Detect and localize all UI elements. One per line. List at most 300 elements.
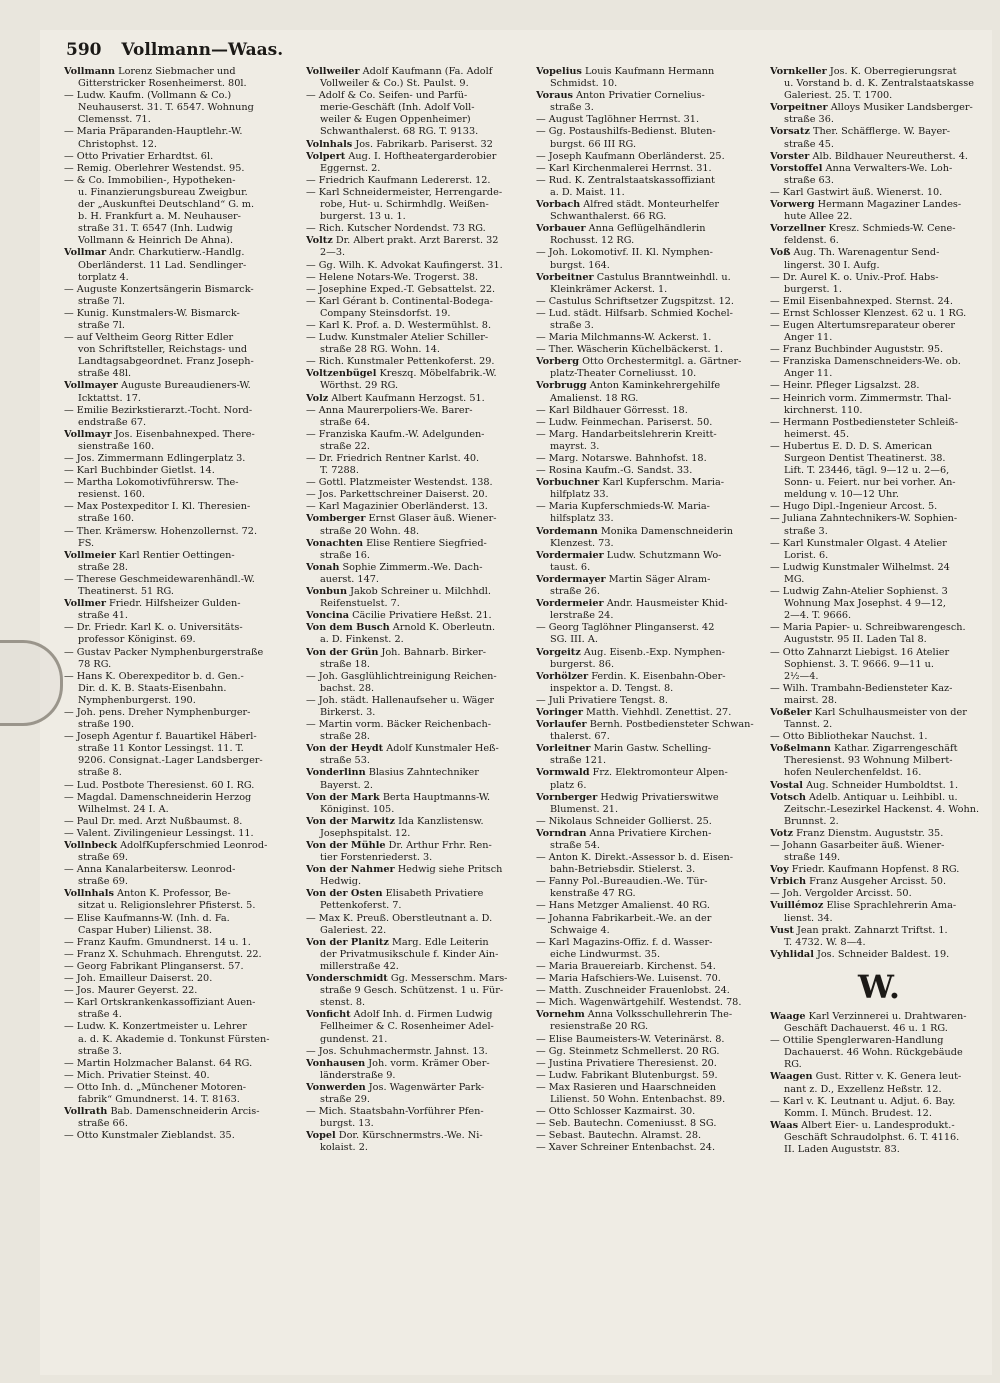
entry-text: Adolf Kunstmaler Heß- xyxy=(383,743,499,755)
entry-text: Kleinkrämer Ackerst. 1. xyxy=(550,283,668,295)
directory-entry-sub xyxy=(306,405,524,417)
surname: Volpert xyxy=(306,150,346,162)
directory-entry-continuation xyxy=(770,405,988,417)
directory-entry-sub xyxy=(306,671,524,683)
entry-text: Adelb. Antiquar u. Leihbibl. u. xyxy=(805,791,958,803)
entry-text: feldenst. 6. xyxy=(784,235,839,247)
directory-entry-head xyxy=(306,538,524,550)
entry-text: — Georg Fabrikant Plinganserst. 57. xyxy=(64,960,244,972)
entry-text: torplatz 4. xyxy=(78,271,129,283)
entry-text: der „Auskunftei Deutschland“ G. m. xyxy=(78,199,255,211)
entry-text: Birkerst. 3. xyxy=(320,706,376,718)
entry-text: — Justina Privatiere Theresienst. 20. xyxy=(536,1057,717,1069)
directory-entry-sub xyxy=(64,1021,286,1033)
directory-entry-continuation xyxy=(536,1094,758,1106)
entry-text: AdolfKupferschmied Leonrod- xyxy=(117,840,268,851)
directory-entry-sub xyxy=(306,913,524,925)
directory-entry-head xyxy=(536,90,758,102)
directory-entry-sub xyxy=(770,441,988,453)
directory-entry-continuation xyxy=(64,296,286,308)
directory-entry-head xyxy=(770,163,988,175)
directory-entry-continuation xyxy=(64,1118,286,1130)
directory-entry-sub xyxy=(536,151,758,163)
entry-text: — Xaver Schreiner Entenbachst. 24. xyxy=(536,1142,716,1154)
entry-text: — Georg Taglöhner Plinganserst. 42 xyxy=(536,622,715,634)
surname: Votz xyxy=(770,827,794,839)
directory-entry-continuation xyxy=(536,780,758,792)
directory-entry-head xyxy=(536,477,758,489)
entry-text: straße 28. xyxy=(320,731,370,743)
directory-entry-head xyxy=(306,393,524,405)
directory-entry-continuation xyxy=(64,852,286,864)
directory-entry-continuation xyxy=(306,1021,524,1033)
entry-text: burgerst. 13 u. 1. xyxy=(320,211,406,223)
directory-entry-continuation xyxy=(306,925,524,937)
surname: Vopelius xyxy=(536,66,582,77)
entry-text: u. Finanzierungsbureau Zweigbur. xyxy=(78,186,248,198)
entry-text: Karl Verzinnerei u. Drahtwaren- xyxy=(805,1010,967,1022)
directory-entry-sub xyxy=(64,973,286,985)
surname: Vollnbeck xyxy=(64,840,118,851)
directory-entry-sub xyxy=(536,937,758,949)
surname: Vorbrugg xyxy=(536,380,587,392)
surname: Votsch xyxy=(770,791,806,803)
directory-entry-continuation xyxy=(770,465,988,477)
directory-entry-head xyxy=(64,380,286,392)
entry-text: — Elise Kaufmanns-W. (Inh. d. Fa. xyxy=(64,912,230,924)
entry-text: 2—3. xyxy=(320,247,346,259)
directory-entry-head xyxy=(770,792,988,804)
page-header xyxy=(66,40,283,64)
entry-text: Gitterstricker Rosenheimerst. 80l. xyxy=(78,78,247,90)
directory-entry-continuation xyxy=(536,538,758,550)
directory-entry-continuation xyxy=(770,332,988,344)
entry-text: — Martha Lokomotivführersw. The- xyxy=(64,477,239,489)
directory-entry-sub xyxy=(536,961,758,973)
directory-entry-head xyxy=(770,66,988,78)
entry-text: meldung v. 10—12 Uhr. xyxy=(784,489,899,501)
directory-entry-sub xyxy=(536,247,758,259)
entry-text: Anton Kaminkehrergehilfe xyxy=(586,380,721,392)
surname: Voraus xyxy=(536,90,573,102)
directory-entry-continuation xyxy=(536,586,758,598)
entry-text: Pettenkoferst. 7. xyxy=(320,900,402,912)
entry-text: — Karl Schneidermeister, Herrengarde- xyxy=(306,186,503,198)
directory-entry-sub xyxy=(536,622,758,634)
entry-text: SG. III. A. xyxy=(550,634,598,646)
directory-entry-sub xyxy=(770,1096,988,1108)
entry-text: Castulus Branntweinhdl. u. xyxy=(593,271,731,283)
surname: Vorndran xyxy=(536,827,587,839)
surname: Vonhausen xyxy=(306,1057,366,1069)
entry-text: Clemensst. 71. xyxy=(78,114,151,126)
entry-text: Reifenstuelst. 7. xyxy=(320,598,400,610)
entry-text: Franz Dienstm. Auguststr. 35. xyxy=(793,827,944,839)
directory-entry-continuation xyxy=(306,247,524,259)
entry-text: Aug. Eisenb.-Exp. Nymphen- xyxy=(580,646,725,658)
entry-text: Schmidst. 10. xyxy=(550,78,618,90)
directory-entry-sub xyxy=(536,985,758,997)
entry-text: straße 160. xyxy=(78,513,135,525)
entry-text: Karl Kupferschm. Maria- xyxy=(599,477,725,489)
entry-text: — Maria Papier- u. Schreibwarengesch. xyxy=(770,622,966,634)
directory-entry-sub xyxy=(306,187,524,199)
entry-text: Dir. d. K. B. Staats-Eisenbahn. xyxy=(78,682,227,694)
directory-entry-sub xyxy=(64,126,286,138)
directory-entry-continuation xyxy=(306,900,524,912)
entry-text: Gust. Ritter v. K. Genera leut- xyxy=(812,1071,962,1083)
entry-text: Kathar. Zigarrengeschäft xyxy=(830,743,958,755)
entry-text: straße 28. xyxy=(78,561,128,573)
directory-columns xyxy=(40,66,992,1366)
entry-text: Otto Orchestermitgl. a. Gärtner- xyxy=(579,356,742,368)
entry-text: millerstraße 42. xyxy=(320,960,399,972)
directory-entry-continuation xyxy=(536,393,758,405)
surname: Waage xyxy=(770,1010,806,1022)
directory-entry-head xyxy=(306,816,524,828)
directory-entry-sub xyxy=(536,417,758,429)
directory-entry-head xyxy=(770,223,988,235)
directory-entry-head xyxy=(770,864,988,876)
entry-text: — Joh. Gasglühlichtreinigung Reichen- xyxy=(306,670,497,682)
entry-text: — Gottl. Platzmeister Westendst. 138. xyxy=(306,477,493,489)
directory-entry-head xyxy=(64,429,286,441)
entry-text: Arnold K. Oberleutn. xyxy=(389,622,496,634)
surname: Vollrath xyxy=(64,1106,108,1118)
directory-entry-continuation xyxy=(64,272,286,284)
directory-entry-continuation xyxy=(306,804,524,816)
directory-entry-sub xyxy=(770,320,988,332)
entry-text: sienstraße 160. xyxy=(78,440,155,452)
entry-text: Marg. Edle Leiterin xyxy=(388,936,489,948)
entry-text: Theatinerst. 51 RG. xyxy=(78,586,174,598)
entry-text: — Rosina Kaufm.-G. Sandst. 33. xyxy=(536,465,693,477)
column-4 xyxy=(770,66,988,1366)
directory-entry-continuation xyxy=(770,913,988,925)
directory-entry-continuation xyxy=(536,1021,758,1033)
directory-entry-sub xyxy=(770,308,988,320)
directory-entry-continuation xyxy=(770,284,988,296)
surname: Vorster xyxy=(770,150,810,162)
directory-entry-sub xyxy=(770,417,988,429)
directory-entry-sub xyxy=(770,380,988,392)
directory-entry-sub xyxy=(64,1070,286,1082)
directory-entry-continuation xyxy=(64,393,286,405)
directory-entry-sub xyxy=(770,888,988,900)
directory-entry-continuation xyxy=(306,1094,524,1106)
surname: Vordemann xyxy=(536,525,598,537)
entry-text: heimerst. 45. xyxy=(784,428,850,440)
surname: Vust xyxy=(770,924,794,936)
surname: Vornehm xyxy=(536,1009,585,1021)
directory-entry-continuation xyxy=(770,211,988,223)
directory-entry-sub xyxy=(536,332,758,344)
surname: Volnhals xyxy=(306,138,353,150)
directory-entry-continuation xyxy=(536,139,758,151)
entry-text: straße 41. xyxy=(78,610,128,622)
entry-text: Schwaige 4. xyxy=(550,924,610,936)
entry-text: Lift. T. 23446, tägl. 9—12 u. 2—6, xyxy=(784,465,950,477)
directory-entry-head xyxy=(536,647,758,659)
directory-entry-continuation xyxy=(64,223,286,235)
entry-text: Josephspitalst. 12. xyxy=(320,827,411,839)
entry-text: — Hugo Dipl.-Ingenieur Arcost. 5. xyxy=(770,501,938,513)
directory-entry-sub xyxy=(536,163,758,175)
page-number: 590 xyxy=(66,40,102,60)
entry-text: resienstraße 20 RG. xyxy=(550,1021,649,1033)
entry-text: Anna Geflügelhändlerin xyxy=(585,223,706,235)
entry-text: — Nikolaus Schneider Gollierst. 25. xyxy=(536,815,712,827)
entry-text: — Martin Holzmacher Balanst. 64 RG. xyxy=(64,1057,253,1069)
entry-text: Frz. Elektromonteur Alpen- xyxy=(589,767,728,779)
entry-text: Tannst. 2. xyxy=(784,719,833,731)
directory-entry-continuation xyxy=(770,719,988,731)
directory-entry-continuation xyxy=(770,1059,988,1071)
entry-text: straße 20 Wohn. 48. xyxy=(320,525,420,537)
directory-entry-head xyxy=(770,828,988,840)
surname: Von der Marwitz xyxy=(306,815,396,827)
directory-entry-sub xyxy=(536,852,758,864)
entry-text: sitzat u. Religionslehrer Pfisterst. 5. xyxy=(78,900,256,912)
entry-text: — Juliana Zahntechnikers-W. Sophien- xyxy=(770,513,958,525)
directory-entry-sub xyxy=(64,731,286,743)
directory-entry-continuation xyxy=(306,211,524,223)
entry-text: Oberländerst. 11 Lad. Sendlinger- xyxy=(78,259,247,271)
entry-text: Galeriest. 25. T. 1700. xyxy=(784,90,893,102)
entry-text: — Franz X. Schuhmach. Ehrengutst. 22. xyxy=(64,948,262,960)
directory-entry-continuation xyxy=(306,634,524,646)
directory-entry-continuation xyxy=(536,320,758,332)
entry-text: Karl Rentier Oettingen- xyxy=(115,549,235,561)
directory-entry-sub xyxy=(536,973,758,985)
directory-entry-continuation xyxy=(770,695,988,707)
entry-text: — Heinr. Pfleger Ligsalzst. 28. xyxy=(770,380,920,392)
entry-text: Jos. Eisenbahnexped. There- xyxy=(111,428,255,440)
surname: Vorsatz xyxy=(770,126,810,138)
column-2 xyxy=(306,66,524,1366)
directory-entry-continuation xyxy=(306,1118,524,1130)
directory-entry-continuation xyxy=(770,852,988,864)
directory-entry-continuation xyxy=(64,755,286,767)
directory-entry-continuation xyxy=(64,1034,286,1046)
directory-entry-continuation xyxy=(64,417,286,429)
directory-entry-head xyxy=(536,356,758,368)
entry-text: — Heinrich vorm. Zimmermstr. Thal- xyxy=(770,392,952,404)
entry-text: — Franz Kaufm. Gmundnerst. 14 u. 1. xyxy=(64,936,251,948)
entry-text: Caspar Huber) Lilienst. 38. xyxy=(78,924,213,936)
surname: Vollmeier xyxy=(64,549,116,561)
directory-entry-head xyxy=(306,792,524,804)
entry-text: — Lud. Postbote Theresienst. 60 I. RG. xyxy=(64,779,255,791)
directory-entry-continuation xyxy=(64,187,286,199)
directory-entry-sub xyxy=(306,429,524,441)
entry-text: Anna Privatiere Kirchen- xyxy=(586,827,712,839)
directory-entry-head xyxy=(306,1130,524,1142)
surname: Vollmer xyxy=(64,598,106,610)
directory-entry-continuation xyxy=(64,513,286,525)
surname: Voy xyxy=(770,864,789,876)
entry-text: Elisabeth Privatiere xyxy=(382,888,484,900)
surname: Von der Mühle xyxy=(306,840,386,851)
directory-entry-head xyxy=(770,247,988,259)
surname: Vorlaufer xyxy=(536,719,587,731)
entry-text: thalerst. 67. xyxy=(550,731,610,743)
entry-text: straße 3. xyxy=(550,319,594,331)
directory-entry-continuation xyxy=(64,683,286,695)
directory-entry-sub xyxy=(306,695,524,707)
entry-text: — Ludwig Zahn-Atelier Sophienst. 3 xyxy=(770,586,948,598)
entry-text: burgst. 66 III RG. xyxy=(550,138,637,150)
entry-text: nant z. D., Exzellenz Heßstr. 12. xyxy=(784,1083,942,1095)
entry-text: — Martin vorm. Bäcker Reichenbach- xyxy=(306,719,491,731)
directory-entry-sub xyxy=(536,1106,758,1118)
directory-entry-head xyxy=(306,840,524,852)
entry-text: — Hans K. Oberexpeditor b. d. Gen.- xyxy=(64,670,244,682)
entry-text: Jean prakt. Zahnarzt Triftst. 1. xyxy=(793,924,948,936)
entry-text: — Marg. Handarbeitslehrerin Kreitt- xyxy=(536,428,717,440)
entry-text: kenstraße 47 RG. xyxy=(550,888,636,900)
directory-entry-continuation xyxy=(64,562,286,574)
entry-text: mairst. 28. xyxy=(784,694,838,706)
entry-text: endstraße 67. xyxy=(78,416,147,428)
directory-entry-continuation xyxy=(770,1132,988,1144)
entry-text: — Anton K. Direkt.-Assessor b. d. Eisen- xyxy=(536,852,734,864)
directory-entry-continuation xyxy=(64,1009,286,1021)
entry-text: straße 36. xyxy=(784,114,834,126)
entry-text: — Kunig. Kunstmalers-W. Bismarck- xyxy=(64,307,240,319)
entry-text: II. Laden Auguststr. 83. xyxy=(784,1143,900,1155)
directory-entry-head xyxy=(306,647,524,659)
entry-text: Lorist. 6. xyxy=(784,549,829,561)
directory-entry-sub xyxy=(64,949,286,961)
directory-entry-head xyxy=(64,247,286,259)
directory-entry-sub xyxy=(64,864,286,876)
directory-entry-continuation xyxy=(770,610,988,622)
entry-text: Hedwig. xyxy=(320,876,362,888)
directory-entry-head xyxy=(306,610,524,622)
entry-text: — Maria Brauereiarb. Kirchenst. 54. xyxy=(536,960,716,972)
directory-entry-continuation xyxy=(536,610,758,622)
entry-text: Anger 11. xyxy=(784,332,833,344)
directory-entry-continuation xyxy=(64,320,286,332)
entry-text: straße 3. xyxy=(550,102,594,114)
directory-entry-sub xyxy=(536,453,758,465)
entry-text: Geschäft Dachauerst. 46 u. 1 RG. xyxy=(784,1023,948,1035)
surname: Vollnhals xyxy=(64,888,114,900)
directory-entry-continuation xyxy=(770,453,988,465)
directory-entry-head xyxy=(770,780,988,792)
entry-text: Joh. vorm. Krämer Ober- xyxy=(365,1057,490,1069)
directory-entry-continuation xyxy=(536,78,758,90)
surname: Vonbun xyxy=(306,586,347,598)
entry-text: resienst. 160. xyxy=(78,489,145,501)
directory-entry-head xyxy=(306,151,524,163)
surname: Vollweiler xyxy=(306,66,360,77)
directory-entry-head xyxy=(536,66,758,78)
surname: Vordermaier xyxy=(536,549,604,561)
directory-entry-continuation xyxy=(306,1142,524,1154)
directory-entry-sub xyxy=(536,308,758,320)
entry-text: Monika Damenschneiderin xyxy=(597,525,733,537)
entry-text: MG. xyxy=(784,573,805,585)
directory-entry-continuation xyxy=(770,659,988,671)
surname: Vrbich xyxy=(770,876,807,888)
entry-text: länderstraße 9. xyxy=(320,1069,396,1081)
entry-text: — Ther. Krämersw. Hohenzollernst. 72. xyxy=(64,525,258,537)
directory-entry-sub xyxy=(64,308,286,320)
entry-text: Jos. Wagenwärter Park- xyxy=(365,1081,485,1093)
entry-text: Friedr. Kaufmann Hopfenst. 8 RG. xyxy=(788,864,960,876)
entry-text: Aug. Schneider Humboldtst. 1. xyxy=(802,779,959,791)
directory-entry-head xyxy=(306,139,524,151)
directory-entry-continuation xyxy=(306,828,524,840)
directory-entry-continuation xyxy=(536,441,758,453)
entry-text: — Magdal. Damenschneiderin Herzog xyxy=(64,791,252,803)
directory-entry-sub xyxy=(536,1058,758,1070)
entry-text: Geschäft Schraudolphst. 6. T. 4116. xyxy=(784,1131,960,1143)
directory-page xyxy=(40,30,992,1375)
entry-text: straße 26. xyxy=(550,586,600,598)
directory-entry-continuation xyxy=(536,755,758,767)
directory-entry-head xyxy=(770,876,988,888)
entry-text: Wörthst. 29 RG. xyxy=(320,380,399,392)
directory-entry-continuation xyxy=(306,852,524,864)
surname: Vollmar xyxy=(64,247,107,259)
directory-entry-continuation xyxy=(306,102,524,114)
entry-text: a. D. Maist. 11. xyxy=(550,186,625,198)
directory-entry-sub xyxy=(64,405,286,417)
directory-entry-continuation xyxy=(770,139,988,151)
entry-text: Dor. Kürschnermstrs.-We. Ni- xyxy=(335,1130,483,1142)
entry-text: — Otto Privatier Erhardtst. 6l. xyxy=(64,150,214,162)
directory-entry-head xyxy=(770,1120,988,1132)
surname: Vorbauer xyxy=(536,223,586,235)
directory-entry-sub xyxy=(536,913,758,925)
directory-entry-continuation xyxy=(770,90,988,102)
entry-text: — Emil Eisenbahnexped. Sternst. 24. xyxy=(770,295,953,307)
entry-text: — Gg. Steinmetz Schmellerst. 20 RG. xyxy=(536,1045,720,1057)
directory-entry-sub xyxy=(536,405,758,417)
entry-text: — Elise Baumeisters-W. Veterinärst. 8. xyxy=(536,1033,725,1045)
entry-text: — Karl Magazins-Offiz. f. d. Wasser- xyxy=(536,936,713,948)
entry-text: platz-Theater Corneliusst. 10. xyxy=(550,368,697,380)
directory-entry-sub xyxy=(770,344,988,356)
entry-text: burgerst. 86. xyxy=(550,658,615,670)
entry-text: Alloys Musiker Landsberger- xyxy=(827,102,973,114)
entry-text: — Joh. städt. Hallenaufseher u. Wäger xyxy=(306,694,495,706)
directory-entry-head xyxy=(770,102,988,114)
column-3 xyxy=(536,66,758,1366)
directory-entry-continuation xyxy=(306,574,524,586)
surname: Von der Mark xyxy=(306,791,380,803)
entry-text: — Karl Kunstmaler Olgast. 4 Atelier xyxy=(770,537,947,549)
entry-text: T. 7288. xyxy=(320,465,359,477)
directory-entry-head xyxy=(770,900,988,912)
entry-text: Theresienst. 93 Wohnung Milbert- xyxy=(784,755,953,767)
entry-text: — & Co. Immobilien-, Hypotheken- xyxy=(64,174,236,186)
entry-text: — Karl Ortskrankenkassoffiziant Auen- xyxy=(64,997,256,1009)
entry-text: — Ottilie Spenglerwaren-Handlung xyxy=(770,1035,944,1047)
directory-entry-head xyxy=(536,1009,758,1021)
directory-entry-head xyxy=(64,598,286,610)
directory-entry-head xyxy=(536,767,758,779)
surname: Vomberger xyxy=(306,513,366,525)
entry-text: gundenst. 21. xyxy=(320,1033,388,1045)
entry-text: lienst. 34. xyxy=(784,912,833,924)
entry-text: hilfplatz 33. xyxy=(550,489,609,501)
directory-entry-continuation xyxy=(536,864,758,876)
entry-text: straße 69. xyxy=(78,852,128,864)
